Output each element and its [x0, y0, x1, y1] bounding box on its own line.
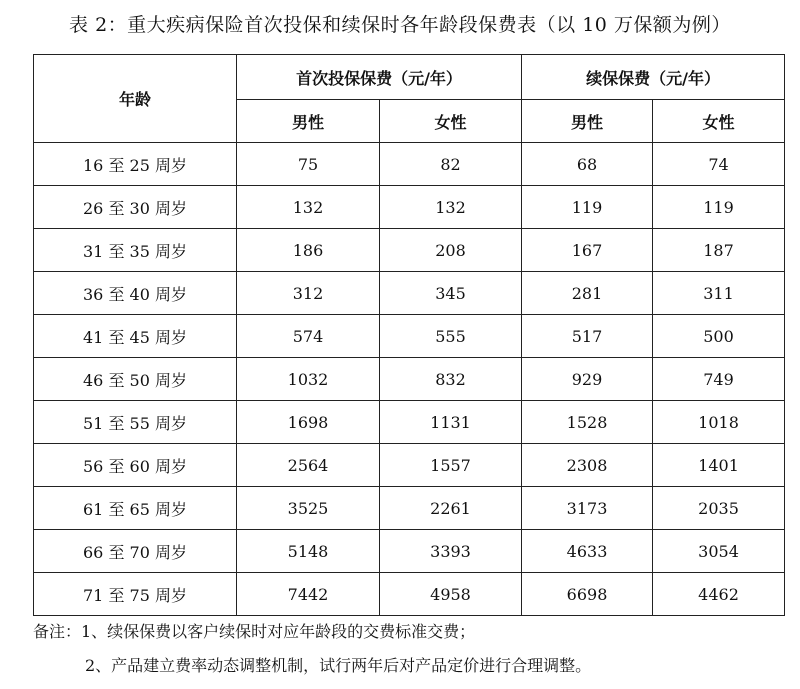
renewal-male-cell: 517: [522, 315, 653, 358]
table-row: [34, 487, 785, 530]
first-female-header: 女性: [380, 100, 522, 143]
table-row: [34, 401, 785, 444]
table-row: [34, 186, 785, 229]
first-male-cell: 186: [237, 229, 380, 272]
first-male-cell: 7442: [237, 573, 380, 616]
first-premium-header: 首次投保保费（元/年）: [237, 55, 522, 100]
renewal-male-cell: 2308: [522, 444, 653, 487]
age-header: 年龄: [34, 55, 237, 143]
renewal-female-cell: 1018: [653, 401, 785, 444]
age-cell: 56 至 60 周岁: [34, 444, 237, 487]
note-line-1: 备注：1、续保保费以客户续保时对应年龄段的交费标准交费；: [33, 622, 476, 641]
first-male-cell: 5148: [237, 530, 380, 573]
renewal-female-cell: 74: [653, 143, 785, 186]
table-row: [34, 573, 785, 616]
first-male-cell: 1032: [237, 358, 380, 401]
table-row: [34, 358, 785, 401]
first-female-cell: 2261: [380, 487, 522, 530]
first-male-cell: 2564: [237, 444, 380, 487]
table-row: [34, 143, 785, 186]
renewal-male-cell: 281: [522, 272, 653, 315]
age-cell: 71 至 75 周岁: [34, 573, 237, 616]
table-row: [34, 272, 785, 315]
renewal-female-cell: 119: [653, 186, 785, 229]
age-cell: 31 至 35 周岁: [34, 229, 237, 272]
renewal-female-cell: 3054: [653, 530, 785, 573]
first-male-cell: 3525: [237, 487, 380, 530]
renewal-male-cell: 119: [522, 186, 653, 229]
first-female-cell: 345: [380, 272, 522, 315]
renewal-female-header: 女性: [653, 100, 785, 143]
premium-table: [33, 54, 785, 616]
renewal-female-cell: 500: [653, 315, 785, 358]
renewal-male-cell: 6698: [522, 573, 653, 616]
renewal-male-cell: 68: [522, 143, 653, 186]
table-row: [34, 315, 785, 358]
age-cell: 46 至 50 周岁: [34, 358, 237, 401]
first-male-cell: 1698: [237, 401, 380, 444]
renewal-female-cell: 1401: [653, 444, 785, 487]
renewal-female-cell: 311: [653, 272, 785, 315]
table-row: [34, 530, 785, 573]
renewal-female-cell: 187: [653, 229, 785, 272]
renewal-male-cell: 3173: [522, 487, 653, 530]
first-female-cell: 832: [380, 358, 522, 401]
first-female-cell: 1557: [380, 444, 522, 487]
renewal-male-header: 男性: [522, 100, 653, 143]
table-row: [34, 229, 785, 272]
note-line-2: 2、产品建立费率动态调整机制，试行两年后对产品定价进行合理调整。: [85, 656, 592, 675]
age-cell: 66 至 70 周岁: [34, 530, 237, 573]
renewal-premium-header: 续保保费（元/年）: [522, 55, 785, 100]
age-cell: 41 至 45 周岁: [34, 315, 237, 358]
renewal-male-cell: 4633: [522, 530, 653, 573]
first-female-cell: 132: [380, 186, 522, 229]
table-row: [34, 444, 785, 487]
table-title: 表 2：重大疾病保险首次投保和续保时各年龄段保费表（以 10 万保额为例）: [69, 14, 731, 36]
renewal-female-cell: 2035: [653, 487, 785, 530]
first-female-cell: 208: [380, 229, 522, 272]
first-male-cell: 132: [237, 186, 380, 229]
age-cell: 51 至 55 周岁: [34, 401, 237, 444]
first-male-cell: 312: [237, 272, 380, 315]
renewal-male-cell: 929: [522, 358, 653, 401]
first-male-cell: 75: [237, 143, 380, 186]
renewal-female-cell: 4462: [653, 573, 785, 616]
header-row-groups: [34, 55, 785, 100]
age-cell: 61 至 65 周岁: [34, 487, 237, 530]
renewal-female-cell: 749: [653, 358, 785, 401]
first-female-cell: 3393: [380, 530, 522, 573]
first-female-cell: 82: [380, 143, 522, 186]
first-female-cell: 4958: [380, 573, 522, 616]
age-cell: 26 至 30 周岁: [34, 186, 237, 229]
notes-block: [33, 620, 793, 678]
first-female-cell: 1131: [380, 401, 522, 444]
first-female-cell: 555: [380, 315, 522, 358]
age-cell: 36 至 40 周岁: [34, 272, 237, 315]
renewal-male-cell: 167: [522, 229, 653, 272]
age-cell: 16 至 25 周岁: [34, 143, 237, 186]
first-male-header: 男性: [237, 100, 380, 143]
renewal-male-cell: 1528: [522, 401, 653, 444]
first-male-cell: 574: [237, 315, 380, 358]
